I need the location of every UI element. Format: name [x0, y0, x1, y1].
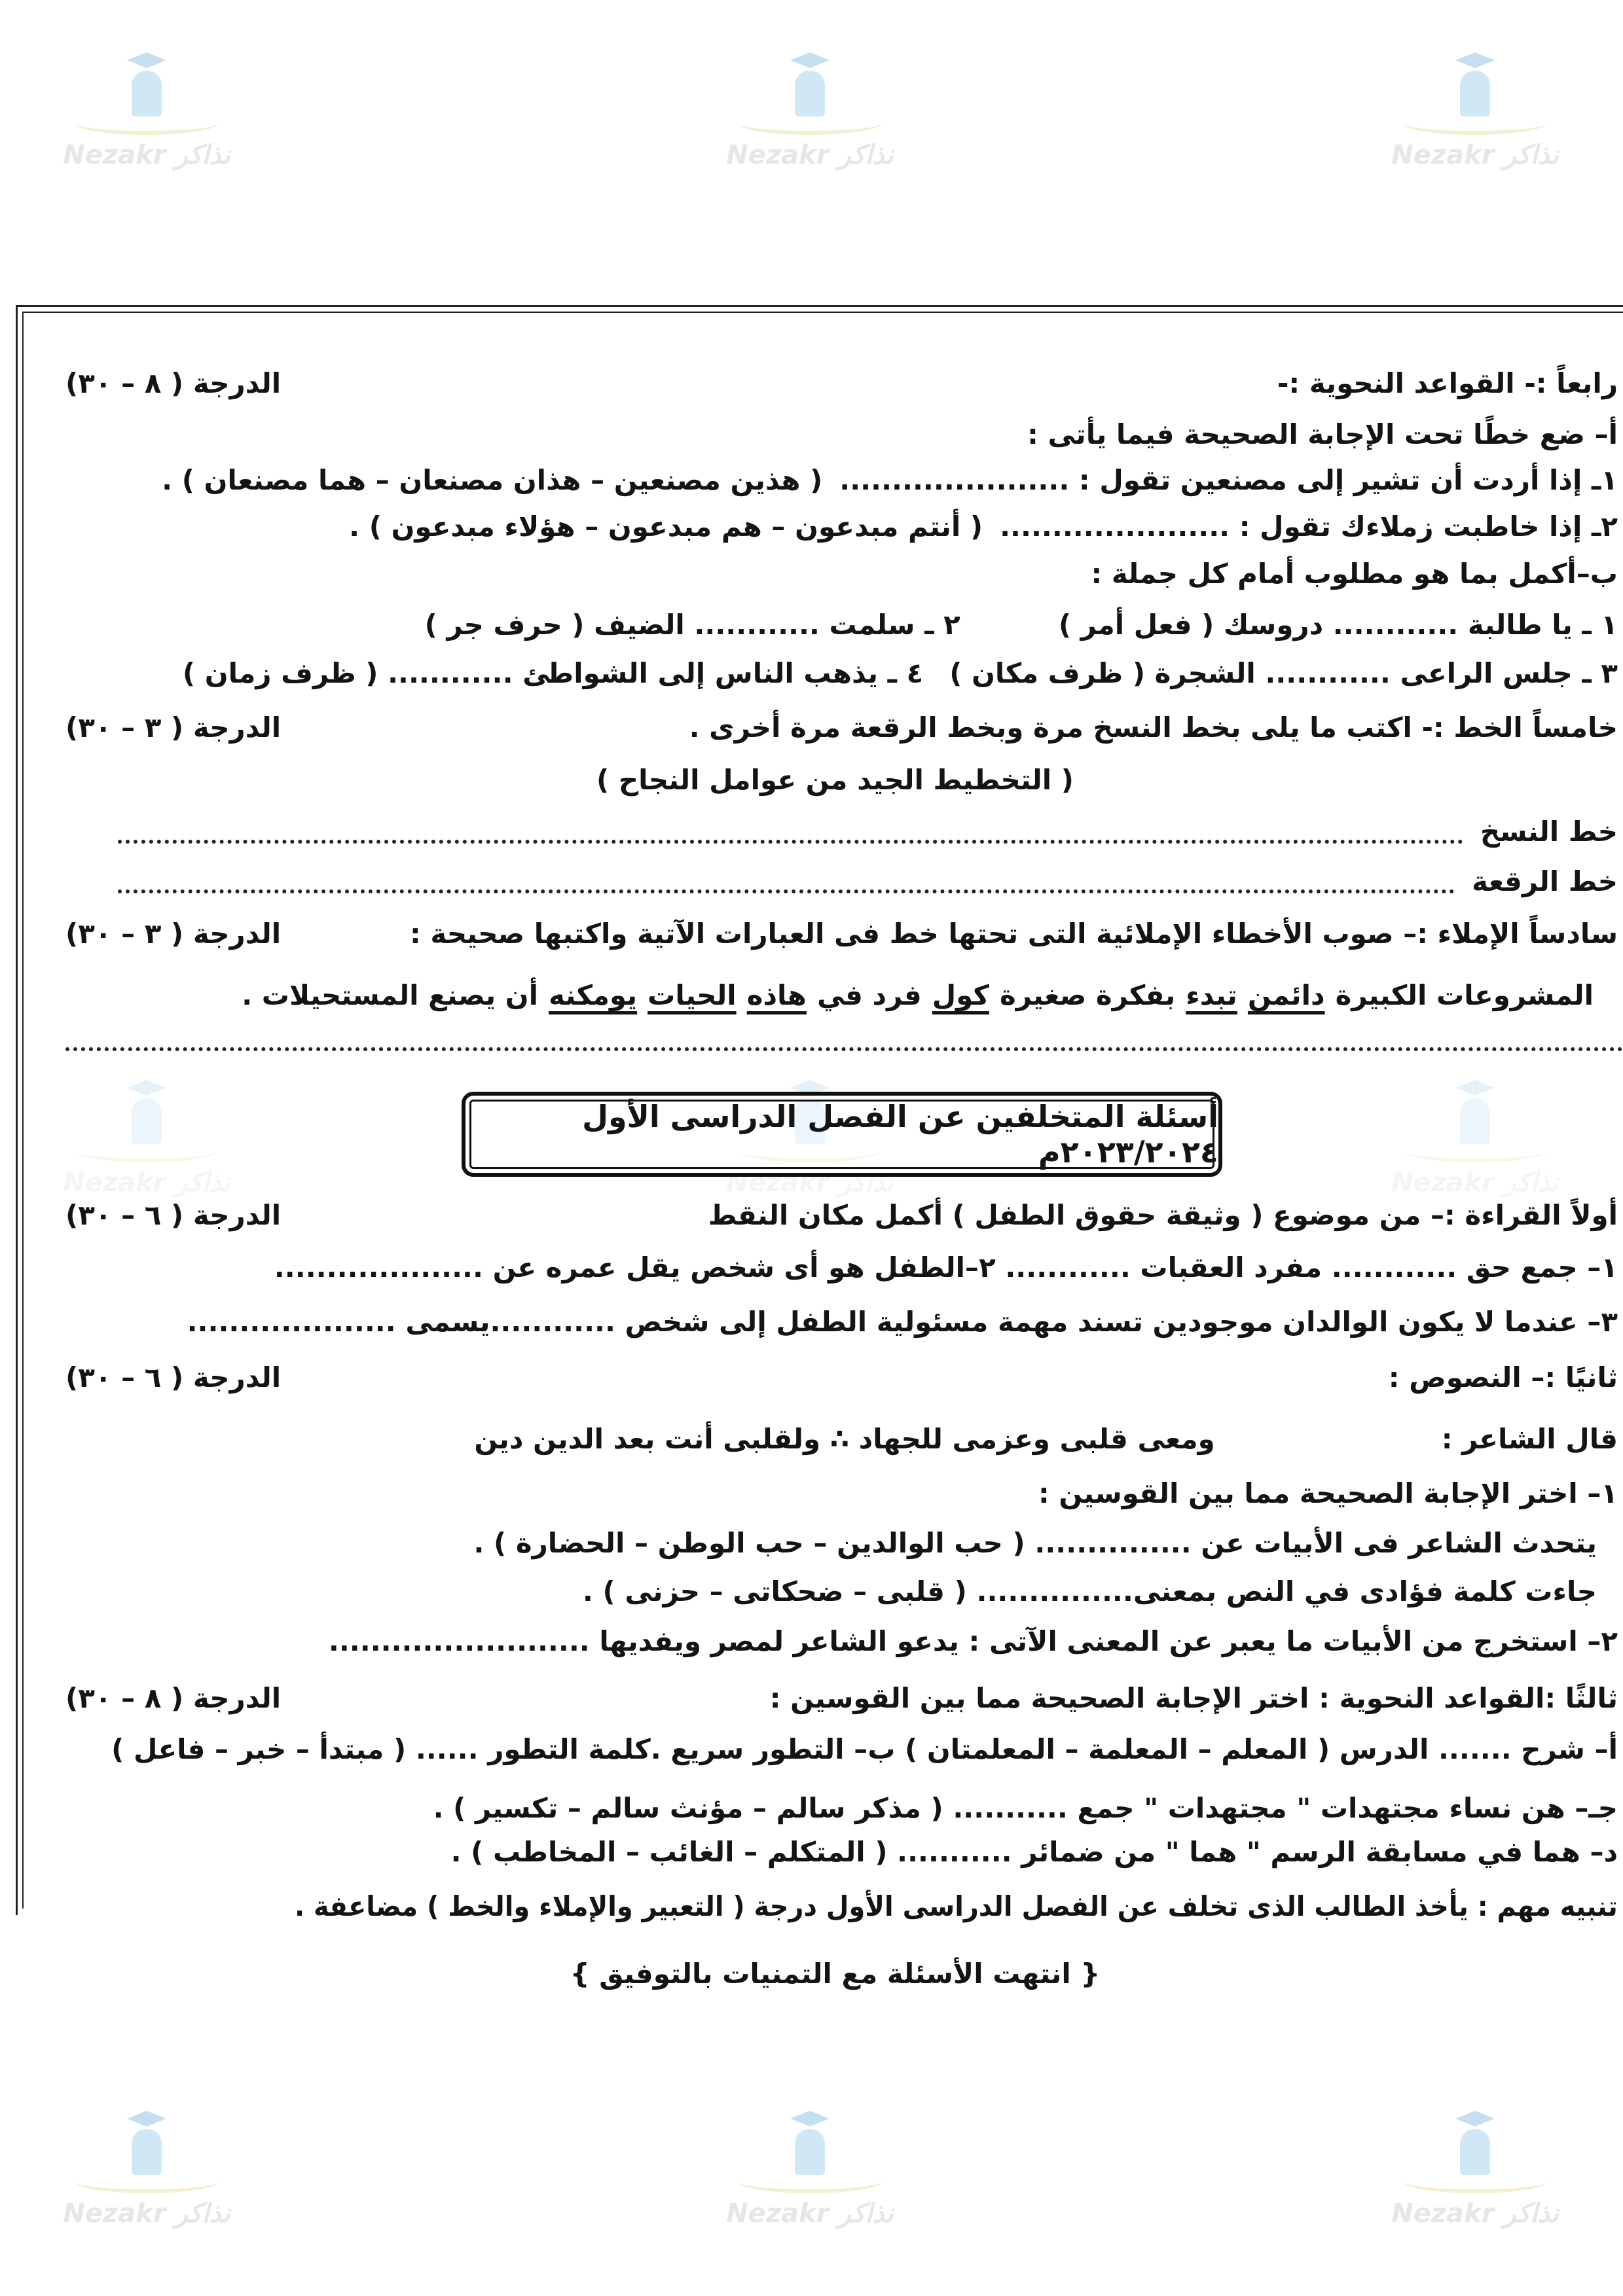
- watermark-text: Nezakr نذاكر: [1391, 140, 1559, 170]
- dictation-sentence: [242, 975, 1594, 1016]
- poet-label: قال الشاعر :: [1441, 1423, 1618, 1455]
- question-row: [52, 1621, 1618, 1662]
- watermark-logo: [1377, 2111, 1573, 2242]
- texts-title: [327, 1357, 1618, 1399]
- watermark-text: Nezakr نذاكر: [726, 1168, 894, 1198]
- naskh-label: خط النسخ: [1480, 816, 1618, 848]
- watermark-logo: [712, 2111, 908, 2242]
- misspelled-word: تبدء: [1186, 979, 1237, 1011]
- phrase-text: ( التخطيط الجيد من عوامل النجاح ): [596, 764, 1074, 796]
- question-row: [52, 506, 1618, 548]
- watermark-logo: [48, 52, 245, 183]
- question-row: [52, 1301, 1618, 1343]
- question-text: ١– جمع حق ............ مفرد العقبات ............ ٢–الطفل هو أى شخص يقل عمره عن ....................: [274, 1251, 1618, 1283]
- grade-label: الدرجة ( ٨ – ٣٠): [65, 367, 282, 399]
- watermark-text: Nezakr نذاكر: [1391, 1168, 1559, 1198]
- naskh-row: [52, 811, 1618, 853]
- watermark-text: Nezakr نذاكر: [63, 2198, 230, 2229]
- grade-label: الدرجة ( ٣ – ٣٠): [65, 711, 282, 744]
- answer-dotted-line[interactable]: [118, 870, 1455, 893]
- question-text: ٢ـ إذا خاطبت زملاءك تقول : ......................: [1000, 511, 1618, 543]
- question-row: [275, 1787, 1618, 1829]
- note-text: تنبيه مهم : يأخذ الطالب الذى تخلف عن الفصل الدراسى الأول درجة ( التعبير والإملاء والخط ) مضاعفة .: [295, 1890, 1618, 1922]
- watermark-text: Nezakr نذاكر: [726, 2198, 894, 2229]
- watermark-text: Nezakr نذاكر: [1391, 2198, 1559, 2229]
- grade-label: الدرجة ( ٦ – ٣٠): [65, 1199, 282, 1231]
- misspelled-word: دائمن: [1247, 979, 1325, 1011]
- question-text: د– هما في مسابقة الرسم " هما " من ضمائر ........... ( المتكلم – الغائب – المخاطب ) .: [450, 1836, 1618, 1868]
- misspelled-word: يومكنه: [548, 979, 638, 1011]
- instruction: أ– ضع خطًا تحت الإجابة الصحيحة فيما يأتى :: [1027, 418, 1618, 450]
- question-row: [52, 1247, 1618, 1289]
- question-text: ١– اختر الإجابة الصحيحة مما بين القوسين :: [1038, 1477, 1618, 1509]
- question-text: ٣ ـ جلس الراعى ............ الشجرة ( ظرف مكان ): [949, 657, 1618, 689]
- sentence-text: المشروعات الكبيرة: [1335, 979, 1594, 1011]
- question-row: [52, 1571, 1597, 1613]
- section6-title: [327, 913, 1618, 955]
- instruction: ب–أكمل بما هو مطلوب أمام كل جملة :: [1091, 558, 1618, 590]
- section-heading: رابعاً :- القواعد النحوية :-: [1277, 367, 1618, 399]
- sentence-text: بفكرة صغيرة: [999, 979, 1176, 1011]
- question-text: جـ– هن نساء مجتهدات " مجتهدات " جمع ........... ( مذكر سالم – مؤنث سالم – تكسير ) .: [433, 1792, 1618, 1824]
- answer-dotted-line[interactable]: [118, 820, 1463, 844]
- closing-text: { انتهت الأسئلة مع التمنيات بالتوفيق }: [570, 1958, 1101, 1990]
- question-row: [327, 1831, 1618, 1873]
- section4-title: [52, 363, 1618, 404]
- page-frame-top-inner: [22, 312, 1623, 313]
- ruqaa-label: خط الرقعة: [1472, 865, 1618, 897]
- watermark-logo: [1377, 1080, 1573, 1211]
- section4-part-b: [52, 553, 1618, 595]
- question-row: [52, 459, 1618, 501]
- question-text: ٢– استخرج من الأبيات ما يعبر عن المعنى الآتى : يدعو الشاعر لمصر ويفديها .........................: [328, 1625, 1618, 1657]
- question-text: ١ـ إذا أردت أن تشير إلى مصنعين تقول : ......................: [839, 464, 1618, 496]
- poem-verse: ومعى قلبى وعزمى للجهاد ∴ ولقلبى أنت بعد الدين دين: [474, 1423, 1215, 1455]
- watermark-logo: [1377, 52, 1573, 183]
- watermark-logo: [48, 1080, 245, 1211]
- question-row: [52, 1522, 1597, 1564]
- question-row: [52, 1473, 1618, 1515]
- section-heading: خامساً الخط :- اكتب ما يلى بخط النسخ مرة وبخط الرقعة مرة أخرى .: [689, 711, 1618, 744]
- section5-title: [327, 707, 1618, 749]
- grade-label: الدرجة ( ٨ – ٣٠): [65, 1682, 282, 1714]
- page-frame-left-inner: [22, 312, 24, 1909]
- page-frame-top: [16, 305, 1623, 307]
- makeup-exam-title-box: [462, 1092, 1222, 1177]
- watermark-text: Nezakr نذاكر: [63, 140, 230, 170]
- grade-label: الدرجة ( ٦ – ٣٠): [65, 1361, 282, 1393]
- watermark-logo: [48, 2111, 245, 2242]
- misspelled-word: الحيات: [647, 979, 737, 1011]
- question-text: جاءت كلمة فؤادى في النص بمعنى............... ( قلبى – ضحكاتى – حزنى ) .: [582, 1575, 1597, 1607]
- section-heading: سادساً الإملاء :– صوب الأخطاء الإملائية التى تحتها خط فى العبارات الآتية واكتبها صحيحة :: [409, 918, 1618, 950]
- question-text: ٢ ـ سلمت ............ الضيف ( حرف جر ): [424, 609, 960, 641]
- question-row: [52, 653, 1618, 694]
- watermark-text: Nezakr نذاكر: [63, 1168, 230, 1198]
- makeup-exam-title: أسئلة المتخلفين عن الفصل الدراسى الأول ٢٠٢٣/٢٠٢٤م: [582, 1099, 1218, 1170]
- section-heading: أولاً القراءة :– من موضوع ( وثيقة حقوق الطفل ) أكمل مكان النقط: [708, 1199, 1618, 1231]
- question-text: ٤ ـ يذهب الناس إلى الشواطئ ............ ( ظرف زمان ): [182, 657, 924, 689]
- question-row: [52, 1729, 1618, 1770]
- question-text: يتحدث الشاعر فى الأبيات عن ............... ( حب الوالدين – حب الوطن – الحضارة ) .: [473, 1527, 1597, 1559]
- grade-label: الدرجة ( ٣ – ٣٠): [65, 918, 282, 950]
- question-options: ( هذين مصنعين – هذان مصنعان – هما مصنعان ) .: [162, 464, 823, 496]
- ruqaa-row: [52, 861, 1618, 903]
- question-text: ٣– عندما لا يكون الوالدان موجودين تسند مهمة مسئولية الطفل إلى شخص ............يسمى ....................: [187, 1306, 1618, 1338]
- watermark-logo: [712, 52, 908, 183]
- question-options: ( أنتم مبدعون – هم مبدعون – هؤلاء مبدعون ) .: [349, 511, 983, 543]
- question-text: أ– شرح ....... الدرس ( المعلم – المعلمة – المعلمتان ) ب– التطور سريع .كلمة التطور ...... ( مبتدأ – خبر – فاعل ): [111, 1733, 1618, 1765]
- sentence-text: فرد في: [816, 979, 922, 1011]
- section4-part-a: [52, 414, 1618, 456]
- handwriting-phrase: [52, 759, 1618, 801]
- grammar-title: [327, 1677, 1618, 1719]
- watermark-text: Nezakr نذاكر: [726, 140, 894, 170]
- answer-dotted-line[interactable]: [65, 1047, 1623, 1051]
- section-heading: ثالثًا :القواعد النحوية : اختر الإجابة الصحيحة مما بين القوسين :: [769, 1682, 1618, 1714]
- closing-line: [52, 1953, 1618, 1995]
- misspelled-word: كول: [932, 979, 989, 1011]
- section-heading: ثانيًا :– النصوص :: [1388, 1361, 1618, 1393]
- poem-row: [52, 1418, 1618, 1460]
- question-text: ١ ـ يا طالبة ............ دروسك ( فعل أمر ): [1058, 609, 1618, 641]
- question-row: [52, 604, 1618, 646]
- page-frame-left: [16, 305, 18, 1915]
- reading-title: [327, 1194, 1618, 1236]
- misspelled-word: هاذه: [746, 979, 807, 1011]
- sentence-text: أن يصنع المستحيلات .: [242, 979, 538, 1011]
- important-note: [295, 1886, 1618, 1928]
